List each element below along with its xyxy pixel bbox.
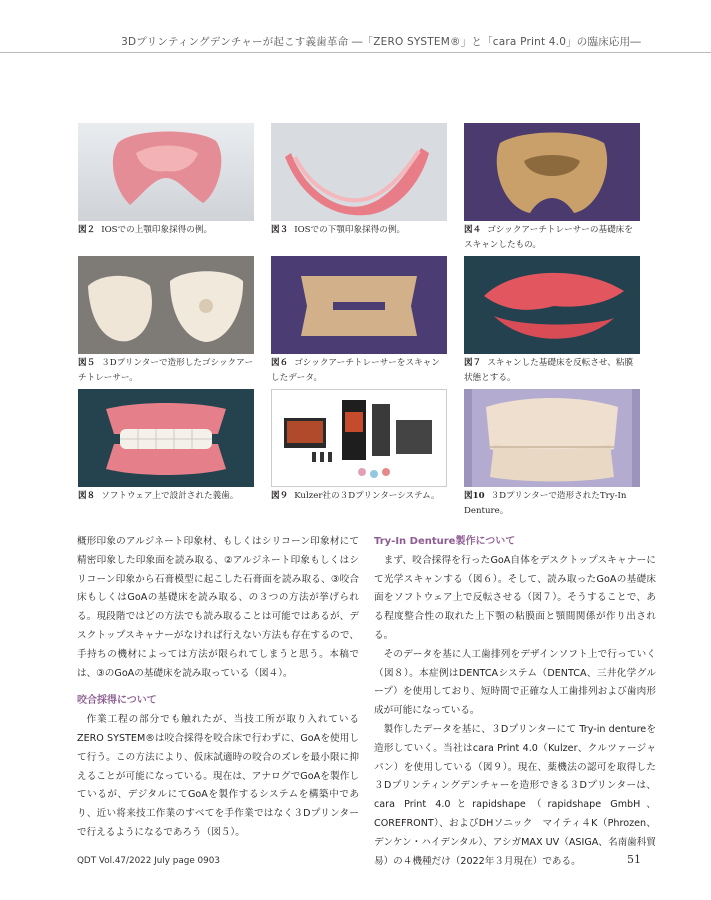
figure-7-image xyxy=(464,256,640,354)
figure-8-caption: 図８ ソフトウェア上で設計された義歯。 xyxy=(78,491,239,501)
page-number: 51 xyxy=(627,853,641,866)
section-heading-occlusion: 咬合採得について xyxy=(77,695,157,707)
figure-3 xyxy=(271,123,447,238)
figure-6-image xyxy=(271,256,447,354)
figure-5-image xyxy=(78,256,254,354)
figure-10-caption: 図10 ３Dプリンターで造形されたTry-In Denture。 xyxy=(464,491,627,516)
figure-4-image xyxy=(464,123,640,221)
figure-8-image xyxy=(78,389,254,487)
journal-footer: QDT Vol.47/2022 July page 0903 xyxy=(77,856,220,866)
figure-10-image xyxy=(464,389,640,487)
figure-2 xyxy=(78,123,254,238)
figure-9-image xyxy=(271,389,447,487)
figure-3-caption: 図３ IOSでの下顎印象採得の例。 xyxy=(271,225,406,235)
figure-2-caption: 図２ IOSでの上顎印象採得の例。 xyxy=(78,225,213,235)
figure-6 xyxy=(271,256,447,386)
figure-9 xyxy=(271,389,447,504)
figure-5-caption: 図５ ３Dプリンターで造形したゴシックアーチトレーサー。 xyxy=(78,358,254,383)
left-column xyxy=(77,533,359,843)
figure-9-caption: 図９ Kulzer社の３Dプリンターシステム。 xyxy=(271,491,440,501)
figure-2-image xyxy=(78,123,254,221)
figure-4-caption: 図４ ゴシックアーチトレーサーの基礎床をスキャンしたもの。 xyxy=(464,225,633,250)
left-paragraph-1: 概形印象のアルジネート印象材、もしくはシリコーン印象材にて精密印象した印象面を読み取る、②アルジネート印象もしくはシリコーン印象から石膏模型に起こした石膏面を読み取る、③咬合床もしくはGoAの基礎床を読み取る、の３つの方法が挙げられる。現段階ではどの方法でも読み取ることは可能ではあるが、デスクトップスキャナーがなければ行えない方法も存在するので、手持ちの機材によっては方法が限られてしまうと思う。本稿では、③のGoAの基礎床を読み取っている（図４）。 xyxy=(77,536,359,679)
section-heading-try-in: Try-In Denture製作について xyxy=(374,536,516,547)
figure-8 xyxy=(78,389,254,504)
right-paragraph-3: 製作したデータを基に、３Dプリンターにて Try-in dentureを造形していく。当社はcara Print 4.0（Kulzer、クルツァージャパン）を使用している（図９）。現在、薬機法の認可を取得した３Dプリンティングデンチャーを造形できる３Dプリンターは、cara Print 4.0とrapidshape（rapidshape GmbH、COREFRONT）、およびDHソニック マイティ４K（Phrozen、デンケン・ハイデンタル）、アシガMAX UV（ASIGA、名南歯科貿易）の４機種だけ（2022年３月現在）である。 xyxy=(374,723,656,867)
figure-4 xyxy=(464,123,640,253)
figure-7-caption: 図７ スキャンした基礎床を反転させ、粘膜状態とする。 xyxy=(464,358,634,383)
figure-3-image xyxy=(271,123,447,221)
left-paragraph-2: 作業工程の部分でも触れたが、当技工所が取り入れているZERO SYSTEM®は咬合採得を咬合床で行わずに、GoAを使用して行う。この方法により、仮床試適時の咬合のズレを最小限に抑えることが可能になっている。現在は、アナログでGoAを製作しているが、デジタルにてGoAを製作するシステムを構築中であり、近い将来技工作業のすべてを手作業ではなく３Dプリンターで行えるようになるであろう（図５）。 xyxy=(77,714,359,838)
right-paragraph-2: そのデータを基に人工歯排列をデザインソフト上で行っていく（図８）。本症例はDENTCAシステム（DENTCA、三井化学グループ）を使用しており、短時間で正確な人工歯排列および歯肉形成が可能になっている。 xyxy=(374,648,656,717)
figure-6-caption: 図６ ゴシックアーチトレーサーをスキャンしたデータ。 xyxy=(271,358,440,383)
figure-10 xyxy=(464,389,640,519)
running-title: 3Dプリンティングデンチャーが起こす義歯革命 ―「ZERO SYSTEM®」と「cara Print 4.0」の臨床応用― xyxy=(121,36,641,48)
figure-5 xyxy=(78,256,254,386)
page-header xyxy=(0,0,711,53)
right-column xyxy=(374,533,656,871)
right-paragraph-1: まず、咬合採得を行ったGoA自体をデスクトップスキャナーにて光学スキャンする（図６）。そして、読み取ったGoAの基礎床面をソフトウェア上で反転させる（図７）。そうすることで、ある程度整合性の取れた上下顎の粘膜面と顎間関係が作り出される。 xyxy=(374,554,656,641)
figure-7 xyxy=(464,256,640,386)
